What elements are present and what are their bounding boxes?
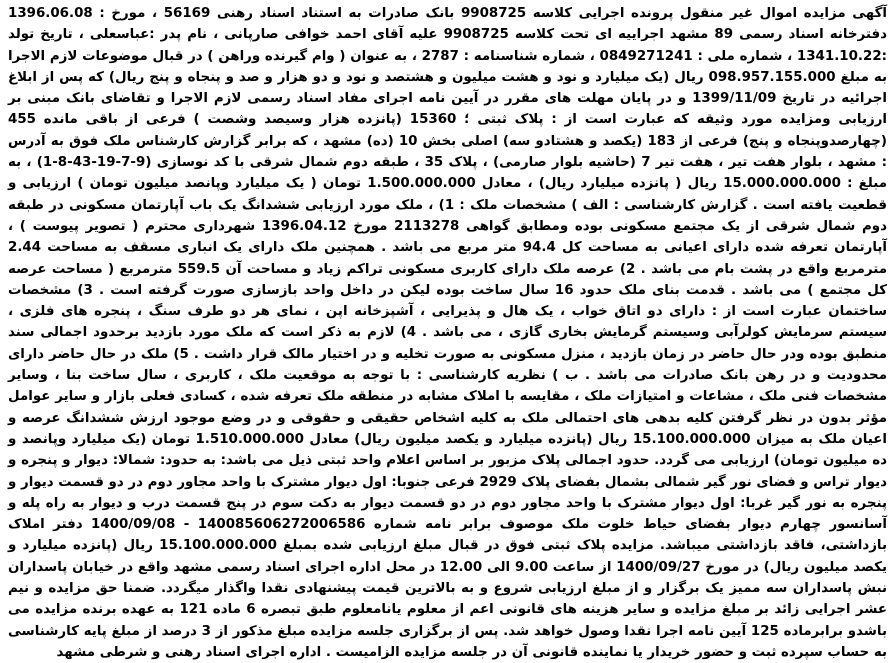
auction-notice-text: آگهی مزایده اموال غیر منقول پرونده اجرایی کلاسه 9908725 بانک صادرات به استناد اسناد رهنی 56169 ، مورخ : 1396.06.08 دفترخانه اسناد رسمی 89 مشهد اجراییه ای تحت کلاسه 9908725 علیه آقای احمد خوافی صارپانی ، نام پدر :عباسعلی ، تاریخ تولد :1341.10.22 ، شماره ملی : 0849271241 ، شماره شناسنامه : 2787 ، به عنوان ( وام گیرنده وراهن ) در قبال موضوعات لازم الاجرا به مبلغ 098.957.155.000 ریال (یک میلیارد و نود و هشت میلیون و هشتصد و نود و دو هزار و صد و پنجاه و پنج ریال) که پس از ابلاغ اجرائیه در تاریخ 1399/11/09 و در پایان مهلت های مقرر در آیین نامه اجرای مفاد اسناد رسمی لازم الاجرا و تقاضای بانک مبنی بر ارزیابی ومزایده مورد وثیقه که عبارت است از : پلاک ثبتی ؛ 15360 (پانزده هزار وسیصد وشصت ) فرعی از باقی مانده 455 (چهارصدوپنجاه و پنج) فرعی از 183 (یکصد و هشتادو سه) اصلی بخش 10 (ده) مشهد ، که برابر گزارش کارشناس ملک فوق به آدرس : مشهد ، بلوار هفت تیر ، هفت تیر 7 (حاشیه بلوار صارمی) ، پلاک 35 ، طبقه دوم شمال شرقی با کد نوسازی (9-7-19-43-8-1) ، به مبلغ : 15.000.000.000 ریال ( پانزده میلیارد ریال) ، معادل 1.500.000.000 تومان ( یک میلیارد وپانصد میلیون تومان ) ارزیابی و قطعیت یافته است . گزارش کارشناسی : الف ) مشخصات ملک : 1) ، ملک مورد ارزیابی ششدانگ یک باب آپارتمان مسکونی در طبقه دوم شمال شرقی از یک مجتمع مسکونی بوده ومطابق گواهی 2113278 مورخ 1396.04.12 شهرداری محترم ( تصویر پیوست ) ، آپارتمان تعرفه شده دارای اعیانی به مساحت کل 94.4 متر مربع می باشد . همچنین ملک دارای یک انباری مسقف به مساحت 2.44 مترمربع واقع در پشت بام می باشد . 2) عرصه ملک دارای کاربری مسکونی تراکم زیاد و مساحت آن 559.5 مترمربع ( مساحت عرصه کل مجتمع ) می باشد . قدمت بنای ملک حدود 16 سال ساخت بوده لیکن در داخل واحد بازسازی صورت گرفته است . 3) مشخصات ساختمان عبارت است از : دارای دو اتاق خواب ، یک هال و پذیرایی ، آشپزخانه اپن ، نمای هر دو طرف سنگ ، پنجره های فلزی ، سیستم سرمایش کولرآبی وسیستم گرمایش بخاری گازی ، می باشد . 4) لازم به ذکر است که ملک مورد بازدید برحدود اجمالی سند منطبق بوده ودر حال حاضر در زمان بازدید ، منزل مسکونی به صورت تخلیه و در اختیار مالک قرار داشت . 5) ملک در حال حاضر دارای محدودیت و در رهن بانک صادرات می باشد . ب ) نظریه کارشناسی : با توجه به موقعیت ملک ، کاربری ، سال ساخت بنا ، وسایر مشخصات فنی ملک ، مشاعات و امتیازات ملک ، مقایسه با املاک مشابه در منطقه ملک تعرفه شده ، کسادی فعلی بازار و سایر عوامل مؤثر بدون در نظر گرفتن کلیه بدهی های احتمالی ملک به کلیه اشخاص حقیقی و حقوقی و در وضع موجود ارزش ششدانگ عرصه و اعیان ملک به میزان 15.100.000.000 ریال (پانزده میلیارد و یکصد میلیون ریال) معادل 1.510.000.000 تومان (یک میلیارد وپانصد و ده میلیون تومان) ارزیابی می گردد. حدود اجمالی پلاک مزبور بر اساس اعلام واحد ثبتی ذیل می باشد: به حدود: شمالا: دیوار و پنجره و دیوار تراس و فضای نور گیر شمالی بشمال بفضای پلاک 2929 فرعی جنوبا: اول دیوار مشترک با واحد مجاور دوم در دو قسمت دیوار و پنجره به نور گیر غربا: اول دیوار مشترک با واحد مجاور دوم در دو قسمت دیوار به دکت سوم در پنج قسمت درب و دیوار به راه پله و آسانسور چهارم دیوار بفضای حیاط خلوت ملک موصوف برابر نامه شماره 140085606272006586 - 1400/09/08 دفتر املاک بازداشتی، فاقد بازداشتی میباشد. مزایده پلاک ثبتی فوق در قبال مبلغ ارزیابی شده بمبلغ 15.100.000.000 ریال (پانزده میلیارد و یکصد میلیون ریال) در مورخ 1400/09/27 از ساعت 9.00 الی 12.00 در محل اداره اجرای اسناد رسمی مشهد واقع در خیابان پاسداران نبش پاسداران سه ممیز یک برگزار و از مبلغ ارزیابی شروع و به بالاترین قیمت پیشنهادی نقدا واگذار میگردد. ضمنا حق مزایده و نیم عشر اجرایی زائد بر مبلغ مزایده و سایر هزینه های قانونی اعم از معلوم یانامعلوم طبق تبصره 6 ماده 121 به عهده برنده مزایده می باشدو برابرماده 125 آیین نامه اجرا نقدا وصول خواهد شد. پس از برگزاری جلسه مزایده مبلغ مذکور از 3 درصد از مبلغ پایه کارشناسی به حساب سپرده ثبت و حضور خریدار یا نماینده قانونی آن در جلسه مزایده الزامیست . اداره اجرای اسناد رهنی و شرطی مشهد [8,6,888,660]
